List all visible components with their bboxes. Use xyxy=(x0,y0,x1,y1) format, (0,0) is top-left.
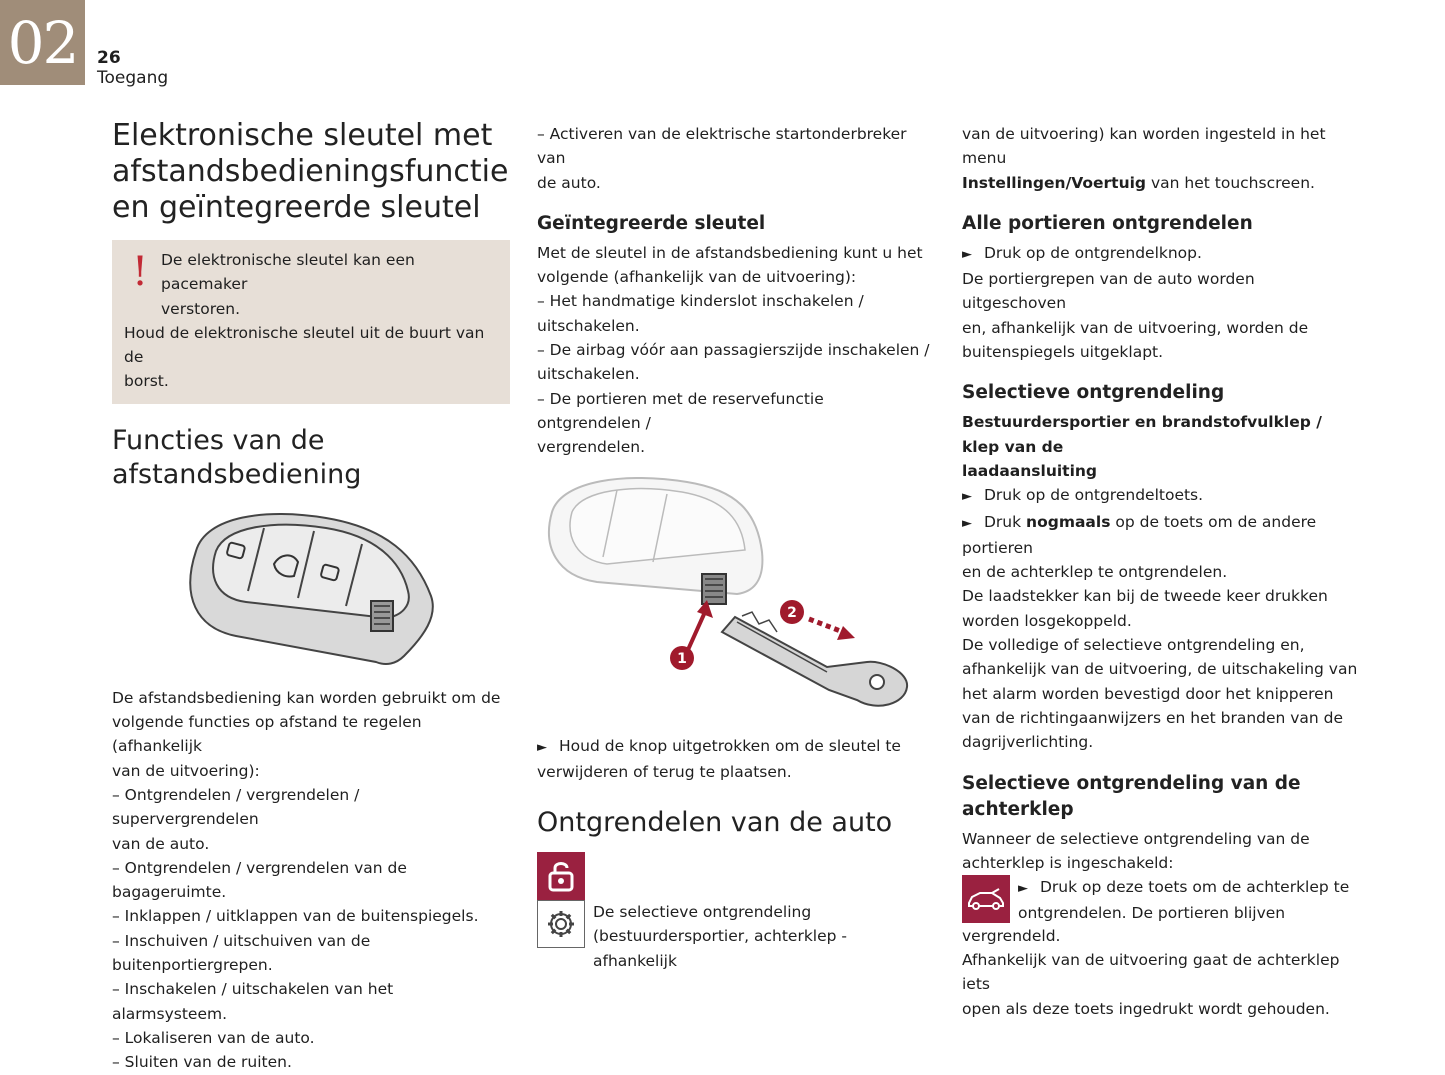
subheading-line: laadaansluiting xyxy=(962,461,1098,480)
list-item: – Inschuiven / uitschuiven van de xyxy=(112,931,371,950)
title-line: afstandsbedieningsfunctie xyxy=(112,154,509,189)
text-line: dagrijverlichting. xyxy=(962,733,1094,752)
text-line: De portiergrepen van de auto worden uitgeschoven xyxy=(962,270,1255,313)
text-line: De laadstekker kan bij de tweede keer drukken xyxy=(962,587,1328,606)
remote-key-illustration xyxy=(176,506,446,676)
text-line: Met de sleutel in de afstandsbediening kunt u het xyxy=(537,243,923,262)
text-line: Druk op de ontgrendeltoets. xyxy=(984,486,1204,505)
text-line: en, afhankelijk van de uitvoering, worden de xyxy=(962,318,1309,337)
subheading-line: Bestuurdersportier en brandstofvulklep / klep van de xyxy=(962,413,1322,456)
heading-line: Functies van de xyxy=(112,424,325,456)
text-line: van de richtingaanwijzers en het branden van de xyxy=(962,708,1344,727)
tailgate-step-text xyxy=(1018,875,1362,901)
text-line: ontgrendelen. De portieren blijven xyxy=(1018,904,1286,923)
text-line: afhankelijk van de uitvoering, de uitschakeling van xyxy=(962,660,1358,679)
text-line: open als deze toets ingedrukt wordt gehouden. xyxy=(962,999,1330,1018)
warning-text: De elektronische sleutel kan een pacemaker xyxy=(161,251,415,294)
warning-text: verstoren. xyxy=(161,299,241,318)
menu-path-line xyxy=(962,171,1362,195)
text-line: De selectieve ontgrendeling xyxy=(593,903,812,922)
text-line: Wanneer de selectieve ontgrendeling van de xyxy=(962,829,1310,848)
warning-text: Houd de elektronische sleutel uit de buurt van de xyxy=(124,323,485,367)
tailgate-step xyxy=(962,875,1362,924)
list-item: buitenportiergrepen. xyxy=(112,956,273,975)
text-line: worden losgekoppeld. xyxy=(962,611,1132,630)
all-doors-heading: Alle portieren ontgrendelen xyxy=(962,212,1253,234)
tailgate-car-icon xyxy=(962,875,1010,923)
text-line: De volledige of selectieve ontgrendeling en, xyxy=(962,636,1305,655)
gear-icon xyxy=(537,900,585,948)
bullet-icon: ► xyxy=(537,739,547,755)
page-title xyxy=(112,118,510,226)
chapter-number: 02 xyxy=(0,0,85,85)
page-number: 26 xyxy=(97,48,121,68)
text-line: het alarm worden bevestigd door het knipperen xyxy=(962,684,1334,703)
text-line: De afstandsbediening kan worden gebruikt om de xyxy=(112,688,501,707)
title-line: en geïntegreerde sleutel xyxy=(112,190,481,225)
list-item: van de auto. xyxy=(112,834,210,853)
bullet-icon: ► xyxy=(962,489,972,505)
text-line: verwijderen of terug te plaatsen. xyxy=(537,762,792,781)
list-item: – Sluiten van de ruiten. xyxy=(112,1053,292,1072)
warning-icon: ! xyxy=(132,249,149,295)
title-line: Elektronische sleutel met xyxy=(112,118,493,153)
functions-text xyxy=(112,686,510,1075)
hold-instruction xyxy=(537,734,932,760)
warning-text: borst. xyxy=(124,372,169,391)
text-line: Houd de knop uitgetrokken om de sleutel te xyxy=(559,736,901,755)
column-left xyxy=(112,118,510,1075)
text-line: volgende functies op afstand te regelen (afhankelijk xyxy=(112,713,422,756)
list-item: – Ontgrendelen / vergrendelen van de bagageruimte. xyxy=(112,858,407,902)
selective-step-a xyxy=(962,483,1362,509)
menu-path: Instellingen/Voertuig xyxy=(962,173,1147,192)
text-line: achterklep is ingeschakeld: xyxy=(962,853,1174,872)
text-line: van de uitvoering): xyxy=(112,761,260,780)
list-item: uitschakelen. xyxy=(537,365,640,384)
text-line: en de achterklep te ontgrendelen. xyxy=(962,563,1228,582)
step-2-label: 2 xyxy=(787,604,797,621)
all-doors-step xyxy=(962,241,1362,267)
bullet-icon: ► xyxy=(962,246,972,262)
text-line: Druk op deze toets om de achterklep te xyxy=(1040,878,1350,897)
text-line: van het touchscreen. xyxy=(1146,173,1315,192)
warning-box xyxy=(112,240,510,404)
selective-unlock-block xyxy=(537,852,932,970)
selective-step-b xyxy=(962,510,1362,561)
text-line: van de uitvoering) kan worden ingesteld in het menu xyxy=(962,125,1326,168)
bullet-icon: ► xyxy=(1018,881,1028,897)
section-name: Toegang xyxy=(97,68,169,88)
list-item: – Ontgrendelen / vergrendelen / supervergrendelen xyxy=(112,785,360,829)
emphasis: nogmaals xyxy=(1026,512,1111,531)
text-line: volgende (afhankelijk van de uitvoering): xyxy=(537,268,857,287)
bullet-icon: ► xyxy=(962,515,972,531)
column-middle xyxy=(537,122,932,970)
text-line: Afhankelijk van de uitvoering gaat de achterklep iets xyxy=(962,951,1340,994)
tailgate-heading: Selectieve ontgrendeling van de achterklep xyxy=(962,772,1301,820)
column-right xyxy=(962,122,1362,1021)
list-item: de auto. xyxy=(537,173,601,192)
list-item: – Activeren van de elektrische startonderbreker van xyxy=(537,125,907,168)
list-item: – De portieren met de reservefunctie ontgrendelen / xyxy=(537,389,824,432)
key-removal-illustration xyxy=(537,472,917,722)
list-item: – Inschakelen / uitschakelen van het alarmsysteem. xyxy=(112,980,394,1023)
list-item: – Het handmatige kinderslot inschakelen / xyxy=(537,292,864,311)
unlock-heading: Ontgrendelen van de auto xyxy=(537,807,893,839)
list-item: uitschakelen. xyxy=(537,316,640,335)
step-1-label: 1 xyxy=(677,650,687,667)
list-item: – De airbag vóór aan passagierszijde inschakelen / xyxy=(537,341,930,360)
heading-line: afstandsbediening xyxy=(112,458,362,490)
text-line: (bestuurdersportier, achterklep - afhankelijk xyxy=(593,927,847,970)
text-line: op de toets om de andere portieren xyxy=(962,512,1317,557)
text-line: Druk op de ontgrendelknop. xyxy=(984,243,1202,262)
list-item: vergrendelen. xyxy=(537,438,646,457)
list-item: – Lokaliseren van de auto. xyxy=(112,1028,315,1047)
text-line: buitenspiegels uitgeklapt. xyxy=(962,343,1164,362)
integrated-key-heading: Geïntegreerde sleutel xyxy=(537,212,766,234)
list-item: – Inklappen / uitklappen van de buitenspiegels. xyxy=(112,907,479,926)
text-line: Druk xyxy=(984,512,1027,531)
unlock-padlock-icon xyxy=(537,852,585,900)
text-line: vergrendeld. xyxy=(962,926,1061,945)
functions-heading xyxy=(112,424,510,492)
selective-unlock-heading: Selectieve ontgrendeling xyxy=(962,382,1225,404)
